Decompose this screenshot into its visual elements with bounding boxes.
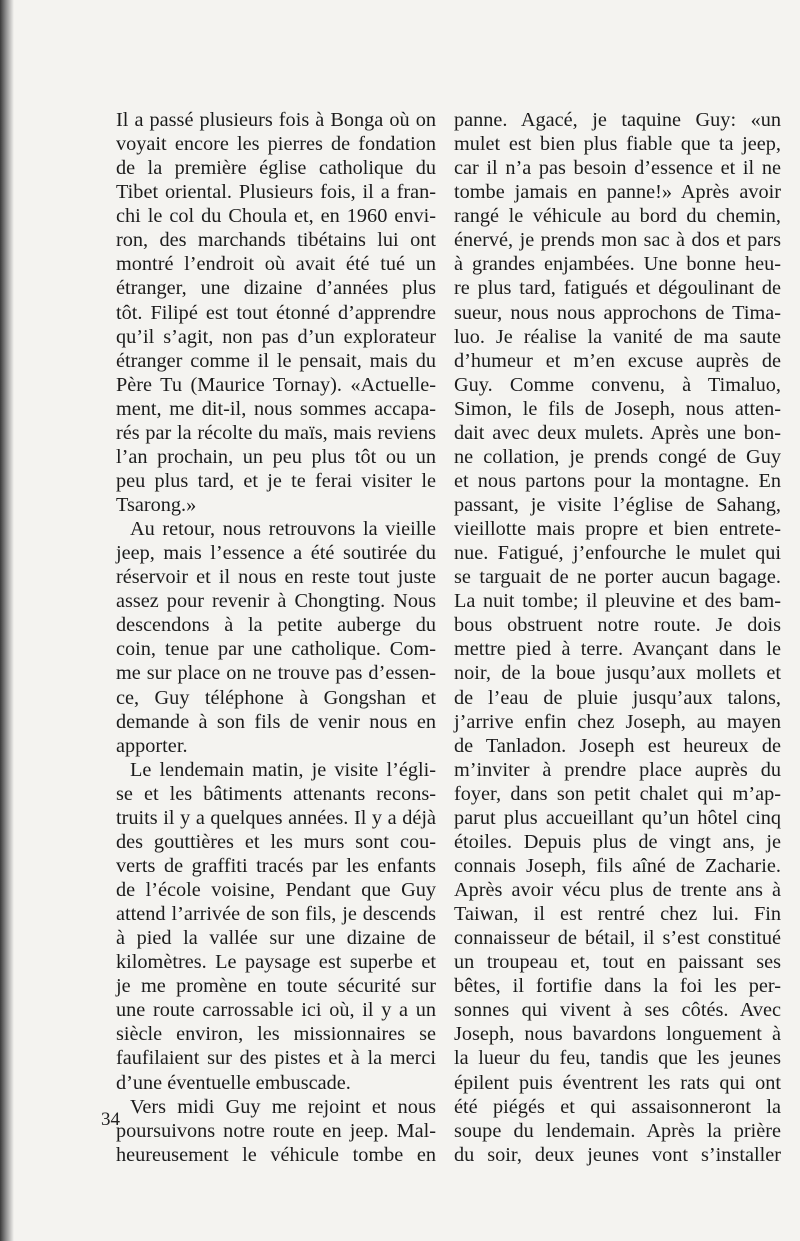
text-line: chi le col du Choula et, en 1960 envi- — [116, 205, 436, 228]
text-line: Père Tu (Maurice Tornay). «Actuelle- — [116, 373, 436, 396]
text-line: Tibet oriental. Plusieurs fois, il a fran- — [116, 181, 436, 204]
text-line: une route carrossable ici où, il y a un — [116, 999, 436, 1022]
text-line: étranger comme il le pensait, mais du — [116, 349, 436, 372]
text-line: et nous partons pour la montagne. En — [454, 469, 781, 492]
text-line: ment, me dit-il, nous sommes accapa- — [116, 397, 436, 420]
text-line: nue. Fatigué, j’enfourche le mulet qui — [454, 542, 781, 565]
text-line: noir, de la boue jusqu’aux mollets et — [454, 662, 781, 685]
text-line: je me promène en toute sécurité sur — [116, 975, 436, 998]
text-line: demande à son fils de venir nous en — [116, 710, 436, 733]
text-line: connais Joseph, fils aîné de Zacharie. — [454, 854, 781, 877]
text-line: tombe jamais en panne!» Après avoir — [454, 181, 781, 204]
text-line: tôt. Filipé est tout étonné d’apprendre — [116, 301, 436, 324]
text-line: heureusement le véhicule tombe en — [116, 1143, 436, 1166]
text-line: Simon, le fils de Joseph, nous atten- — [454, 397, 781, 420]
text-line: La nuit tombe; il pleuvine et des bam- — [454, 590, 781, 613]
text-line: dait avec deux mulets. Après une bon- — [454, 421, 781, 444]
text-line: m’inviter à prendre place auprès du — [454, 758, 781, 781]
text-line: épilent puis éventrent les rats qui ont — [454, 1071, 781, 1094]
text-line: foyer, dans son petit chalet qui m’ap- — [454, 782, 781, 805]
text-line: ce, Guy téléphone à Gongshan et — [116, 686, 436, 709]
text-line: peu plus tard, et je te ferai visiter le — [116, 469, 436, 492]
text-line: ron, des marchands tibétains lui ont — [116, 229, 436, 252]
text-line: soupe du lendemain. Après la prière — [454, 1119, 781, 1142]
text-line: attend l’arrivée de son fils, je descends — [116, 903, 436, 926]
text-line: été piégés et qui assaisonneront la — [454, 1095, 781, 1118]
text-line: passant, je visite l’église de Sahang, — [454, 494, 781, 516]
text-line: de la première église catholique du — [116, 157, 436, 180]
text-line: verts de graffiti tracés par les enfants — [116, 854, 436, 877]
text-line: Vers midi Guy me rejoint et nous — [130, 1095, 436, 1118]
text-line: étoiles. Depuis plus de vingt ans, je — [454, 830, 781, 853]
text-line: rangé le véhicule au bord du chemin, — [454, 205, 781, 228]
left-text-column — [116, 108, 436, 1167]
text-line: siècle environ, les missionnaires se — [116, 1023, 436, 1046]
text-line: faufilaient sur des pistes et à la merci — [116, 1047, 436, 1070]
text-line: du soir, deux jeunes vont s’installer — [454, 1143, 781, 1166]
text-line: à grandes enjambées. Une bonne heu- — [454, 253, 781, 276]
text-line: d’une éventuelle embuscade. — [116, 1071, 351, 1094]
text-line: vieillotte mais propre et bien entrete- — [454, 518, 781, 541]
text-line: Joseph, nous bavardons longuement à — [454, 1023, 781, 1046]
text-line: Après avoir vécu plus de trente ans à — [454, 879, 781, 901]
text-line: rés par la récolte du maïs, mais reviens — [116, 421, 436, 444]
text-line: panne. Agacé, je taquine Guy: «un — [454, 109, 781, 131]
text-line: se et les bâtiments attenants recons- — [116, 782, 436, 805]
text-line: de l’école voisine, Pendant que Guy — [116, 879, 436, 901]
text-line: coin, tenue par une catholique. Com- — [116, 638, 436, 661]
text-line: mulet est bien plus fiable que ta jeep, — [454, 133, 781, 156]
text-line: sonnes qui vivent à ses côtés. Avec — [454, 999, 781, 1022]
text-line: à pied la vallée sur une dizaine de — [116, 927, 436, 950]
text-line: sueur, nous nous approchons de Tima- — [454, 301, 781, 324]
text-line: de l’eau de pluie jusqu’aux talons, — [454, 686, 781, 709]
right-text-column — [454, 108, 781, 1167]
text-line: ne collation, je prends congé de Guy — [454, 445, 781, 468]
text-line: Guy. Comme convenu, à Timaluo, — [454, 373, 781, 396]
text-line: bous obstruent notre route. Je dois — [454, 614, 781, 637]
text-line: la lueur du feu, tandis que les jeunes — [454, 1047, 781, 1070]
text-line: re plus tard, fatigués et dégoulinant de — [454, 277, 781, 300]
text-line: luo. Je réalise la vanité de ma saute — [454, 325, 781, 348]
text-line: étranger, une dizaine d’années plus — [116, 277, 436, 300]
text-line: truits il y a quelques années. Il y a déjà — [116, 806, 436, 829]
text-line: bêtes, il fortifie dans la foi les per- — [454, 975, 781, 998]
text-line: car il n’a pas besoin d’essence et il ne — [454, 157, 781, 180]
text-line: un troupeau et, tout en paissant ses — [454, 951, 781, 974]
text-line: parut plus accueillant qu’un hôtel cinq — [454, 806, 781, 829]
text-line: énervé, je prends mon sac à dos et pars — [454, 229, 781, 252]
text-line: j’arrive enfin chez Joseph, au mayen — [454, 710, 781, 733]
text-line: assez pour revenir à Chongting. Nous — [116, 590, 436, 613]
text-line: montré l’endroit où avait été tué un — [116, 253, 436, 276]
text-line: Il a passé plusieurs fois à Bonga où on — [116, 109, 436, 131]
text-line: Au retour, nous retrouvons la vieille — [130, 518, 436, 541]
text-line: réservoir et il nous en reste tout juste — [116, 566, 436, 589]
text-line: l’an prochain, un peu plus tôt ou un — [116, 445, 436, 468]
text-line: d’humeur et m’en excuse auprès de — [454, 349, 781, 372]
text-line: connaisseur de bétail, il s’est constitué — [454, 927, 781, 950]
text-line: de Tanladon. Joseph est heureux de — [454, 734, 781, 757]
text-line: Tsarong.» — [116, 494, 197, 516]
page-number: 34 — [101, 1109, 120, 1130]
text-line: mettre pied à terre. Avançant dans le — [454, 638, 781, 661]
text-line: voyait encore les pierres de fondation — [116, 133, 436, 156]
text-line: jeep, mais l’essence a été soutirée du — [116, 542, 436, 565]
text-line: se targuait de ne porter aucun bagage. — [454, 566, 781, 589]
text-line: Le lendemain matin, je visite l’égli- — [130, 758, 436, 781]
text-line: poursuivons notre route en jeep. Mal- — [116, 1119, 436, 1142]
text-line: qu’il s’agit, non pas d’un explorateur — [116, 325, 436, 348]
text-line: apporter. — [116, 734, 188, 757]
text-line: des gouttières et les murs sont cou- — [116, 830, 436, 853]
text-line: Taiwan, il est rentré chez lui. Fin — [454, 903, 781, 926]
text-line: kilomètres. Le paysage est superbe et — [116, 951, 436, 974]
text-line: me sur place on ne trouve pas d’essen- — [116, 662, 436, 685]
text-line: descendons à la petite auberge du — [116, 614, 436, 637]
